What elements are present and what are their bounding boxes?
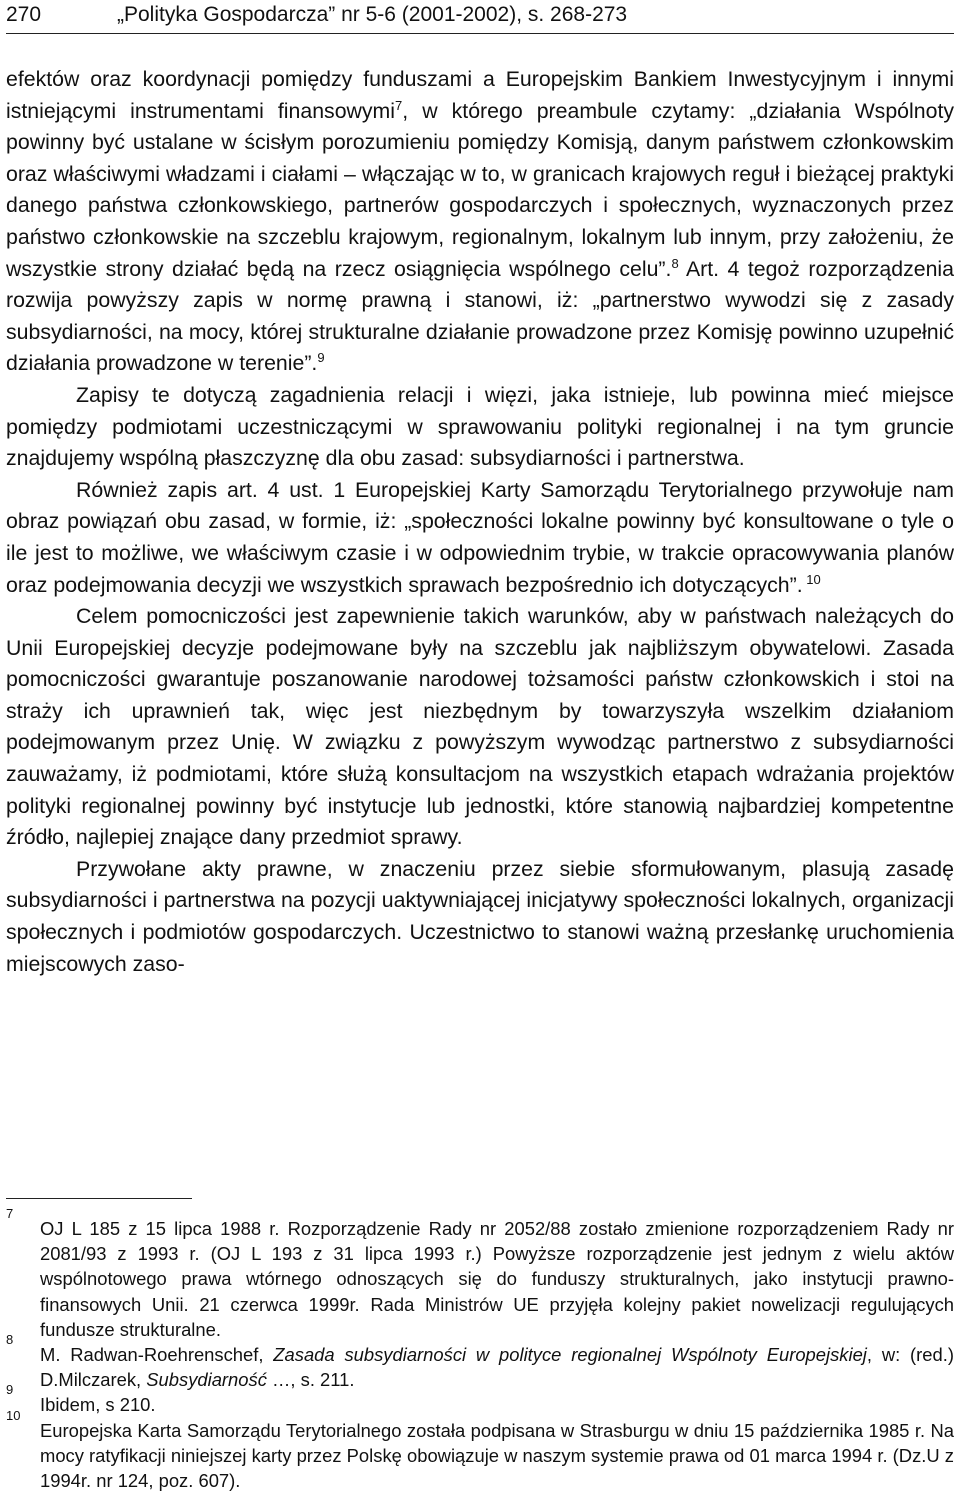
paragraph-5: Przywołane akty prawne, w znaczeniu przez siebie sformułowanym, plasują zasadę subsydiarności i partnerstwa na pozycji uaktywniającej inicjatywy społeczności lokalnych, organizacji społecznych i podmiotów gospodarczych. Uczestnictwo to stanowi ważną przesłankę uruchomienia miejscowych zaso- [6, 856, 954, 976]
footnote-7: 7 OJ L 185 z 15 lipca 1988 r. Rozporządzenie Rady nr 2052/88 zostało zmienione rozporządzeniem Rady nr 2081/93 z 1993 r. (OJ L 193 z 31 lipca 1993 r.) Powyższe rozporządzenie jest jednym z wielu aktów wspólnotowego prawa wtórnego odnoszących się do funduszy strukturalnych, jako instytucji prawno-finansowych Unii. 21 czerwca 1999r. Rada Ministrów UE przyjęła kolejny pakiet nowelizacji regulujących fundusze strukturalne. [6, 1206, 954, 1340]
footnote-number: 8 [6, 1332, 14, 1348]
cited-title: Subsydiarność [146, 1369, 267, 1391]
paragraph-1: efektów oraz koordynacji pomiędzy funduszami a Europejskim Bankiem Inwestycyjnym i innymi istniejącymi instrumentami finansowymi$^7$, w którego preambule czytamy: „działania Wspólnoty powinny być ustalane w ścisłym porozumieniu pomiędzy Komisją, danym państwem członkowskim oraz właściwymi władzami i ciałami – włączając w to, w granicach krajowych reguł i bieżącej praktyki danego państwa członkowskiego, partnerów gospodarczych i społecznych, wyznaczonych przez państwo członkowskie na szczeblu krajowym, regionalnym, lokalnym lub innym, przy założeniu, że wszystkie strony działać będą na rzecz osiągnięcia wspólnego celu”.$^8$ Art. 4 tegoż rozporządzenia rozwija powyższy zapis w normę prawną i stanowi, iż: „partnerstwo wywodzi się z zasady subsydiarności, na mocy, której strukturalne działanie prowadzone przez Komisję powinno uzupełnić działania prowadzone w terenie”.$^9$ [6, 67, 955, 376]
footnotes [6, 1206, 954, 1493]
footnote-ref-8[interactable]: 8 [671, 255, 679, 271]
footnote-number: 10 [6, 1407, 21, 1423]
running-header [6, 2, 954, 30]
footnote-ref-10[interactable]: 10 [802, 571, 821, 587]
footnote-separator [6, 1198, 192, 1199]
footnote-number: 9 [6, 1382, 14, 1398]
paragraph-4: Celem pomocniczości jest zapewnienie takich warunków, aby w państwach należących do Unii Europejskiej decyzje podejmowane były na szczeblu jak najbliższym obywatelowi. Zasada pomocniczości gwarantuje poszanowanie narodowej tożsamości państw członkowskich i stoi na straży ich uprawnień tak, więc jest niezbędnym by towarzyszyła wszelkim działaniom podejmowanym przez Unię. W związku z powyższym wywodząc partnerstwo z subsydiarności zauważamy, iż podmiotami, które służą konsultacjom na wszystkich etapach wdrażania projektów polityki regionalnej powinny być instytucje lub jednostki, które stanowią najbardziej kompetentne źródło, najlepiej znające dany przedmiot sprawy. [6, 604, 954, 850]
footnote-ref-9[interactable]: 9 [317, 350, 325, 366]
cited-title: Zasada subsydiarności w polityce regionalnej Wspólnoty Europejskiej [273, 1344, 867, 1366]
paragraph-2: Zapisy te dotyczą zagadnienia relacji i więzi, jaka istnieje, lub powinna mieć miejsce pomiędzy podmiotami uczestniczącymi w sprawowaniu polityki regionalnej i na tym gruncie znajdujemy wspólną płaszczyznę dla obu zasad: subsydiarności i partnerstwa. [6, 382, 954, 471]
footnote-8: 8 M. Radwan-Roehrenschef, Zasada subsydiarności w polityce regionalnej Wspólnoty Europejskiej, w: (red.) D.Milczarek, Subsydiarność …, s. 211. [6, 1332, 954, 1391]
footnote-number: 7 [6, 1206, 14, 1221]
footnote-ref-7[interactable]: 7 [395, 97, 403, 113]
paragraph-3: Również zapis art. 4 ust. 1 Europejskiej Karty Samorządu Terytorialnego przywołuje nam obraz powiązań obu zasad, w formie, iż: „społeczności lokalne powinny być konsultowane o tyle o ile jest to możliwe, we właściwym czasie i w odpowiednim trybie, w trakcie opracowywania planów oraz podejmowania decyzji we wszystkich sprawach bezpośrednio ich dotyczących”. $^{10}$ [6, 477, 954, 597]
footnote-10: 10 Europejska Karta Samorządu Terytorialnego została podpisana w Strasburgu w dniu 15 października 1985 r. Na mocy ratyfikacji niniejszej karty przez Polskę obowiązuje w naszym systemie prawa od 01 marca 1994 r. (Dz.U z 1994r. nr 124, poz. 607). [6, 1407, 954, 1492]
page-number: 270 [6, 3, 42, 26]
footnote-9: 9 Ibidem, s 210. [6, 1382, 156, 1416]
running-title: „Polityka Gospodarcza” nr 5-6 (2001-2002), s. 268-273 [117, 3, 628, 26]
header-rule [6, 33, 954, 34]
body-text [6, 64, 954, 980]
